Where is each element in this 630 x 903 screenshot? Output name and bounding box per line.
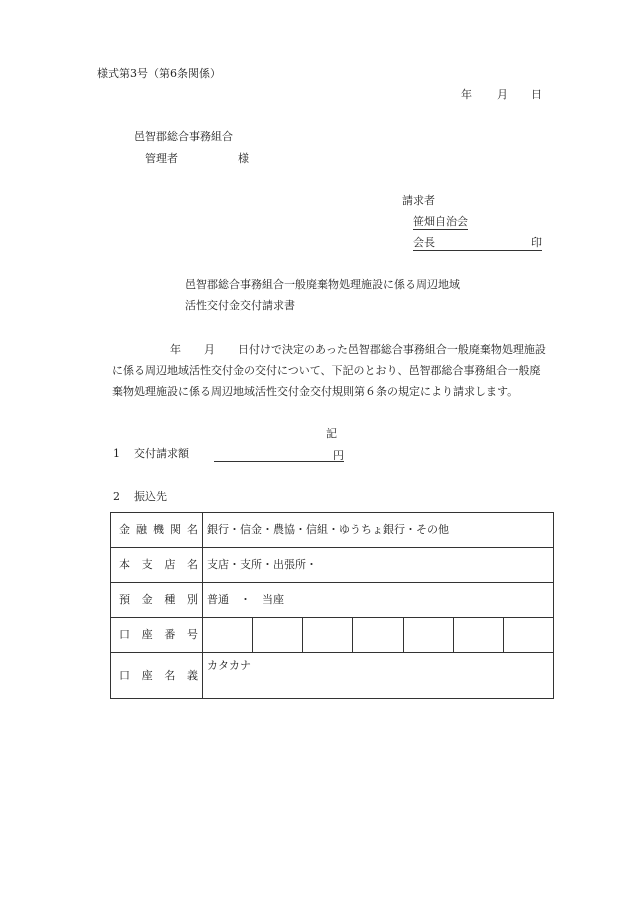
seal-mark: 印 — [531, 236, 542, 249]
requester-organization: 笹畑自治会 — [413, 215, 468, 228]
date-month-label: 月 — [497, 88, 508, 101]
account-holder-field: カタカナ — [203, 653, 554, 699]
account-number-digit-cell — [253, 618, 303, 653]
form-number: 様式第3号（第6条関係） — [97, 67, 221, 80]
account-number-digit-cell — [503, 618, 553, 653]
date-day-label: 日 — [531, 88, 542, 101]
table-row — [111, 548, 554, 583]
note-mark: 記 — [326, 427, 337, 440]
document-title-line2: 活性交付金交付請求書 — [185, 299, 295, 312]
body-month: 月 — [204, 343, 215, 356]
table-row — [111, 583, 554, 618]
addressee-title: 管理者 — [145, 152, 178, 165]
addressee-honorific: 様 — [238, 152, 249, 165]
requester-signature-line — [413, 236, 542, 251]
body-line3: 棄物処理施設に係る周辺地域活性交付金交付規則第６条の規定により請求します。 — [112, 385, 519, 398]
financial-institution-label: 金 融 機 関 名 — [111, 513, 203, 548]
requester-label: 請求者 — [402, 194, 435, 207]
account-number-digit-cell — [403, 618, 453, 653]
table-row — [111, 653, 554, 699]
bank-account-table — [110, 512, 554, 699]
body-line2: に係る周辺地域活性交付金の交付について、下記のとおり、邑智郡総合事務組合一般廃 — [112, 364, 541, 377]
item1-number: 1 — [113, 447, 120, 460]
item2-number: 2 — [113, 490, 120, 503]
amount-field — [214, 447, 344, 462]
document-title-line1: 邑智郡総合事務組合一般廃棄物処理施設に係る周辺地域 — [185, 278, 460, 291]
account-number-digit-cell — [453, 618, 503, 653]
requester-position: 会長 — [413, 236, 435, 249]
body-year: 年 — [170, 343, 181, 356]
item1-label: 交付請求額 — [134, 447, 189, 460]
account-number-digit-cell — [203, 618, 253, 653]
table-row — [111, 513, 554, 548]
table-row — [111, 618, 554, 653]
item2-label: 振込先 — [134, 490, 167, 503]
branch-name-label: 本 支 店 名 — [111, 548, 203, 583]
account-holder-label: 口 座 名 義 — [111, 653, 203, 699]
body-line1: 日付けで決定のあった邑智郡総合事務組合一般廃棄物処理施設 — [238, 343, 546, 356]
account-number-digit-cell — [303, 618, 353, 653]
deposit-type-options: 普通 ・ 当座 — [203, 583, 554, 618]
branch-name-options: 支店・支所・出張所・ — [203, 548, 554, 583]
account-number-digit-cell — [353, 618, 403, 653]
amount-unit: 円 — [333, 449, 344, 462]
financial-institution-options: 銀行・信金・農協・信組・ゆうちょ銀行・その他 — [203, 513, 554, 548]
addressee-organization: 邑智郡総合事務組合 — [134, 130, 233, 143]
deposit-type-label: 預 金 種 別 — [111, 583, 203, 618]
date-year-label: 年 — [461, 88, 472, 101]
account-number-label: 口 座 番 号 — [111, 618, 203, 653]
